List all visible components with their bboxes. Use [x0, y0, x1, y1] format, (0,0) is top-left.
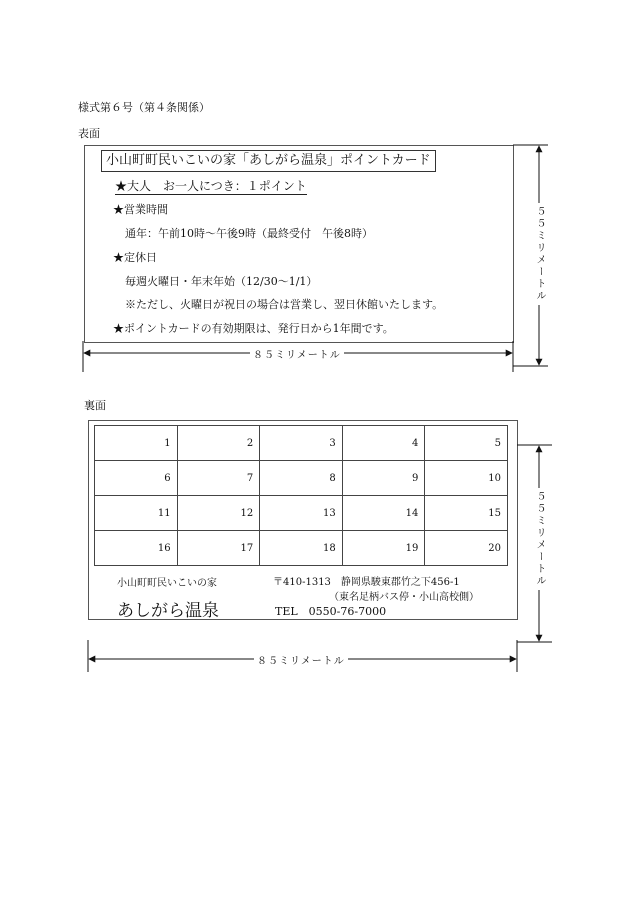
hours-label: ★営業時間	[113, 203, 168, 216]
stamp-cell: 15	[425, 496, 508, 531]
closed-label: ★定休日	[113, 251, 157, 264]
tel-number: TEL 0550-76-7000	[275, 605, 387, 618]
stamp-cell: 2	[177, 426, 260, 461]
adult-point-text: ★大人 お一人につき：１ポイント	[115, 179, 307, 193]
stamp-cell: 10	[425, 461, 508, 496]
stamp-cell: 19	[342, 531, 425, 566]
stamp-cell: 9	[342, 461, 425, 496]
form-header: 様式第６号（第４条関係）	[78, 101, 210, 114]
location-note: （東名足柄バス停・小山高校側）	[329, 592, 479, 603]
stamp-cell: 17	[177, 531, 260, 566]
stamp-cell: 3	[260, 426, 343, 461]
stamp-cell: 1	[95, 426, 178, 461]
stamp-cell: 7	[177, 461, 260, 496]
front-width-label: ８５ミリメートル	[250, 346, 344, 361]
stamp-cell: 14	[342, 496, 425, 531]
back-section-label: 裏面	[84, 399, 106, 412]
stamp-cell: 5	[425, 426, 508, 461]
stamp-cell: 13	[260, 496, 343, 531]
validity-text: ★ポイントカードの有効期限は、発行日から1年間です。	[113, 322, 394, 335]
front-height-label: ５５ミリメートル	[532, 203, 547, 305]
holiday-note: ※ただし、火曜日が祝日の場合は営業し、翌日休館いたします。	[125, 298, 444, 311]
stamp-cell: 6	[95, 461, 178, 496]
stamp-cell: 4	[342, 426, 425, 461]
stamp-cell: 11	[95, 496, 178, 531]
front-section-label: 表面	[78, 127, 100, 140]
onsen-name: あしがら温泉	[117, 601, 219, 621]
stamp-cell: 16	[95, 531, 178, 566]
back-height-label: ５５ミリメートル	[532, 488, 547, 590]
postal-address: 〒410-1313 静岡県駿東郡竹之下456-1	[273, 577, 460, 588]
stamp-cell: 20	[425, 531, 508, 566]
closed-text: 毎週火曜日・年末年始（12/30～1/1）	[125, 275, 318, 288]
back-width-label: ８５ミリメートル	[254, 652, 348, 667]
facility-name: 小山町町民いこいの家	[117, 578, 217, 589]
stamp-cell: 12	[177, 496, 260, 531]
stamp-cell: 18	[260, 531, 343, 566]
hours-text: 通年：午前10時～午後9時（最終受付 午後8時）	[125, 227, 373, 240]
stamp-cell: 8	[260, 461, 343, 496]
card-title: 小山町町民いこいの家「あしがら温泉」ポイントカード	[101, 150, 436, 172]
